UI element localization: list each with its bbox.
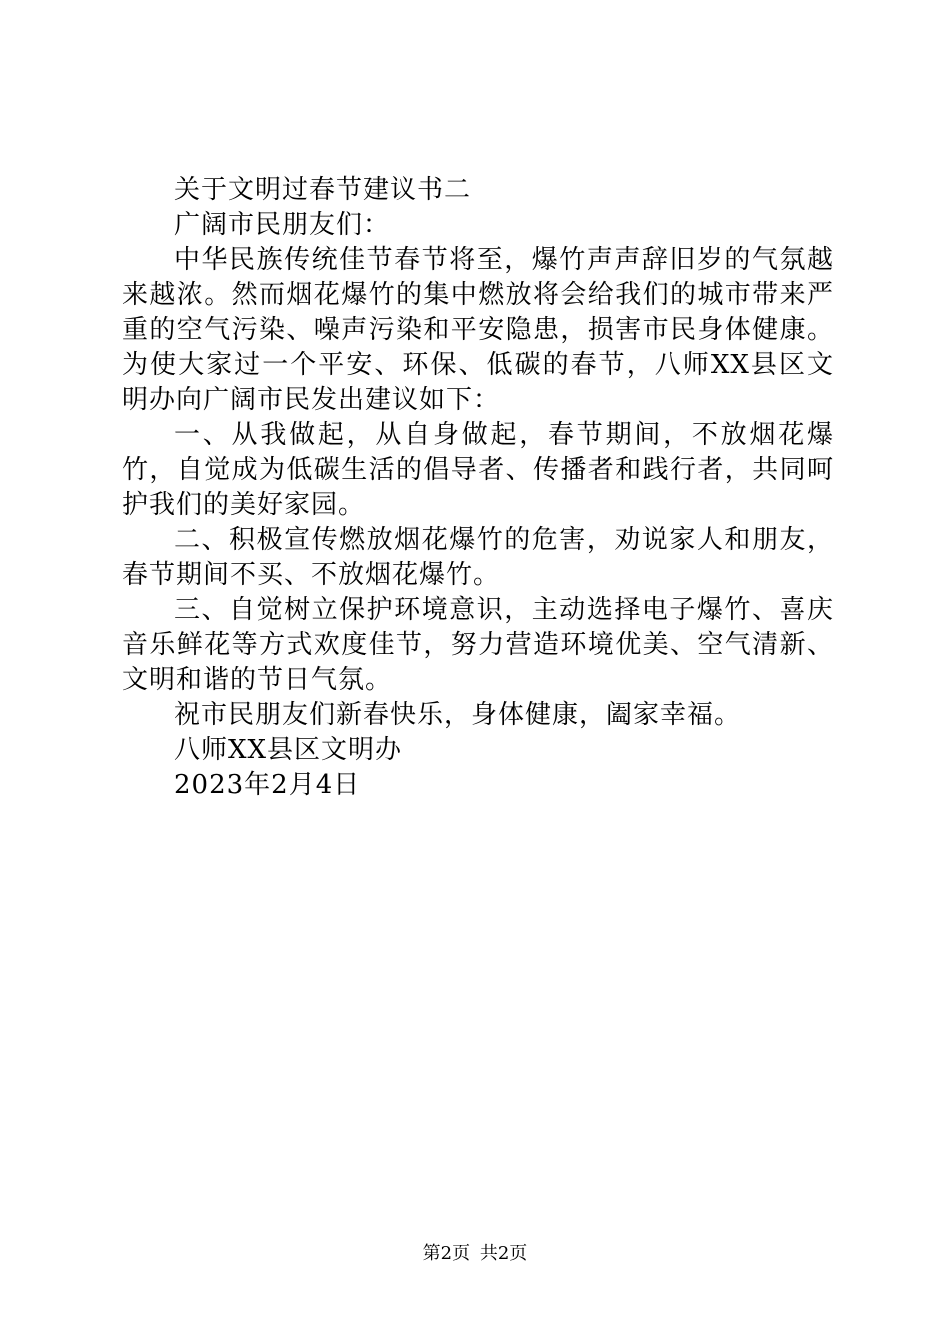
paragraph-intro: 中华民族传统佳节春节将至，爆竹声声辞旧岁的气氛越来越浓。然而烟花爆竹的集中燃放将会给我们的城市带来严重的空气污染、噪声污染和平安隐患，损害市民身体健康。为使大家过一个平安、环保、低碳的春节，八师XX县区文明办向广阔市民发出建议如下： <box>122 245 834 415</box>
page-footer <box>0 1242 950 1266</box>
signature: 八师XX县区文明办 <box>174 735 403 765</box>
document-body <box>122 173 834 803</box>
paragraph-point-1: 一、从我做起，从自身做起，春节期间，不放烟花爆竹，自觉成为低碳生活的倡导者、传播者和践行者，共同呵护我们的美好家园。 <box>122 420 834 520</box>
date: 2023年2月4日 <box>174 770 361 800</box>
paragraph-point-3: 三、自觉树立保护环境意识，主动选择电子爆竹、喜庆音乐鲜花等方式欢度佳节，努力营造环境优美、空气清新、文明和谐的节日气氛。 <box>122 595 834 695</box>
page-number: 第2页 <box>422 1243 471 1264</box>
page-total: 共2页 <box>479 1243 528 1264</box>
paragraph-point-2: 二、积极宣传燃放烟花爆竹的危害，劝说家人和朋友，春节期间不买、不放烟花爆竹。 <box>122 525 834 590</box>
salutation: 广阔市民朋友们： <box>174 210 391 240</box>
paragraph-closing: 祝市民朋友们新春快乐，身体健康，阖家幸福。 <box>174 700 742 730</box>
document-title: 关于文明过春节建议书二 <box>174 175 472 205</box>
